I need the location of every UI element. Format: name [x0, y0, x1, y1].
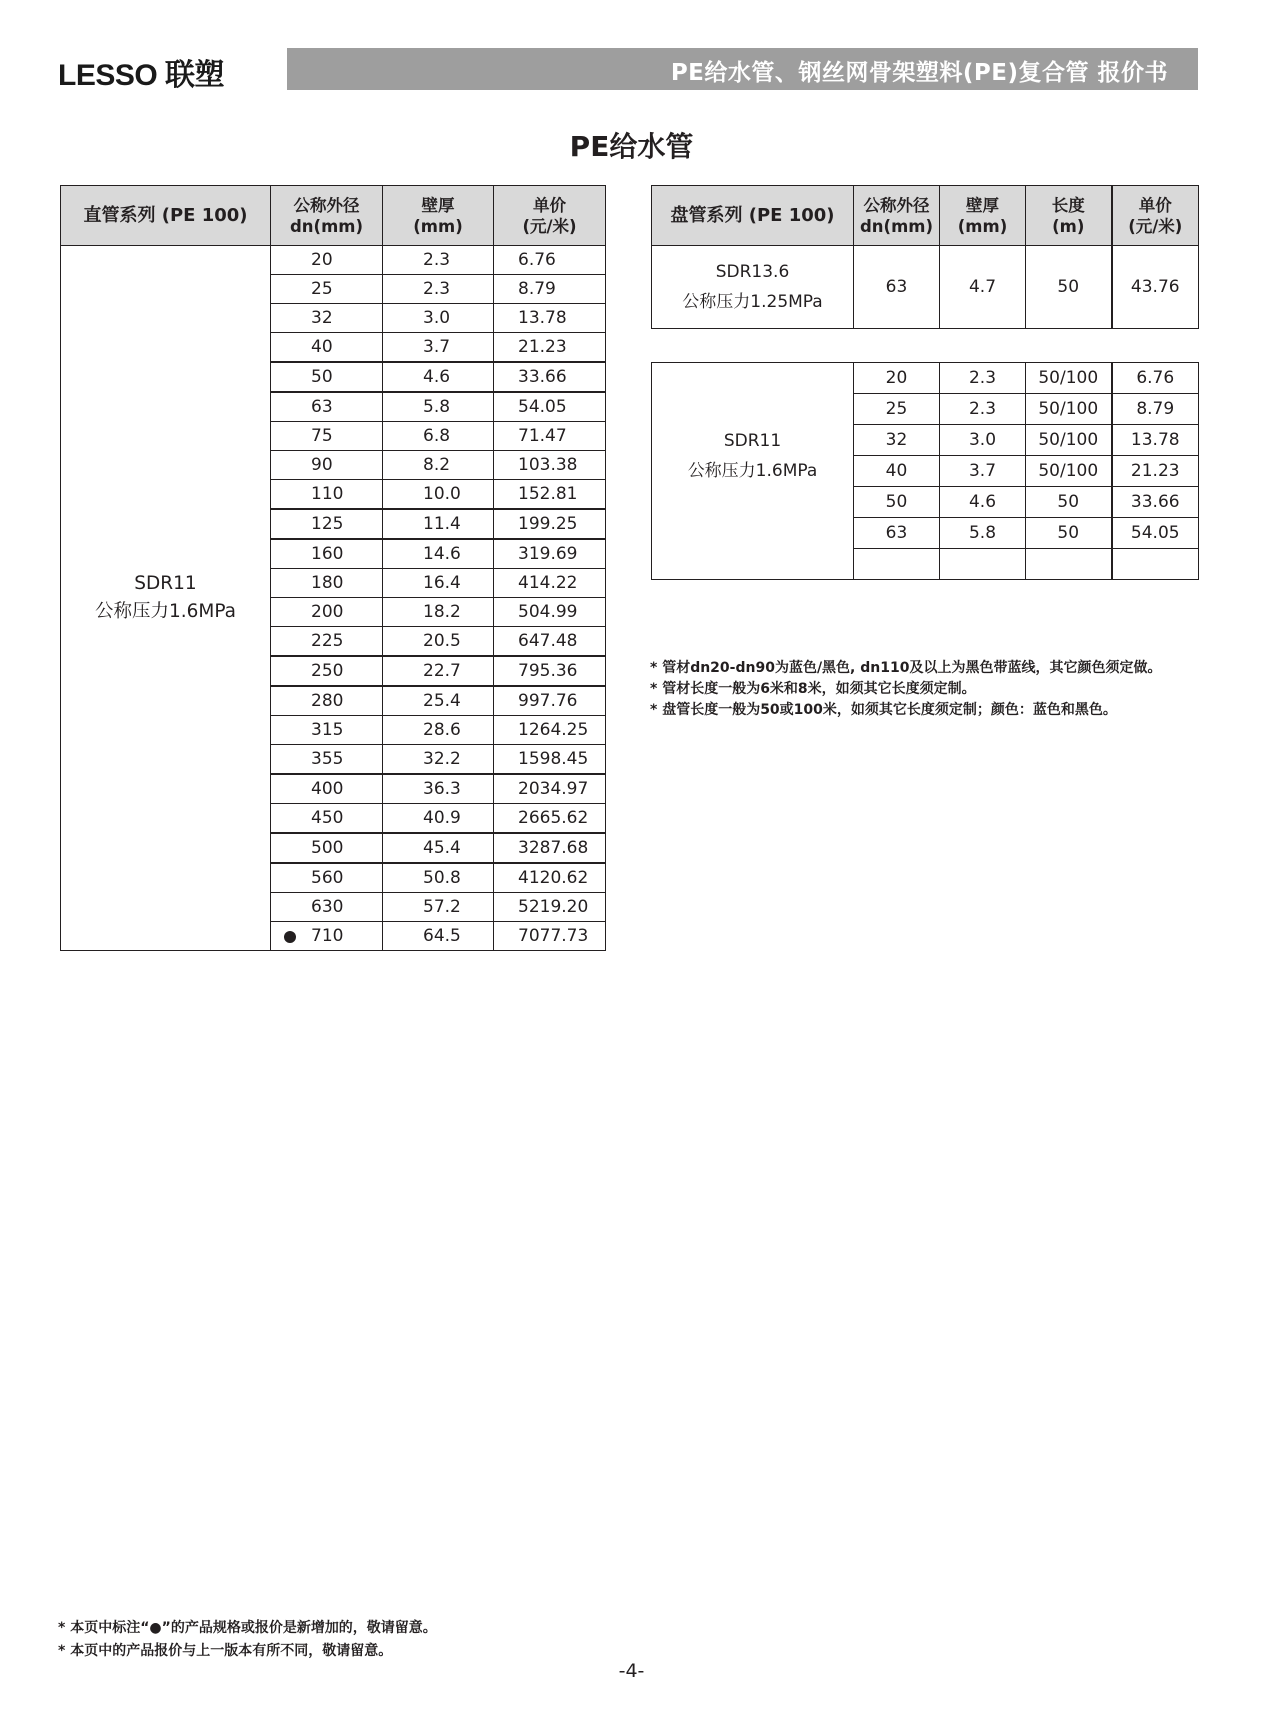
wall-cell: 18.2: [383, 598, 494, 627]
dn-cell: [271, 716, 383, 745]
dn-value: 110: [311, 484, 344, 504]
coil-pipe-table-sdr11: [651, 362, 1199, 580]
dn-value: 180: [311, 573, 344, 593]
dn-cell: 25: [854, 394, 940, 425]
dn-value: 250: [311, 661, 344, 681]
header-wall: [940, 186, 1026, 246]
dn-cell: [271, 304, 383, 333]
dn-cell: [271, 774, 383, 804]
price-cell: 1264.25: [494, 716, 606, 745]
sdr-label: SDR11: [134, 573, 197, 594]
dn-cell: [271, 569, 383, 598]
header-length-line2: (m): [1052, 216, 1085, 236]
wall-cell: 3.7: [940, 456, 1026, 487]
wall-cell: 3.0: [383, 304, 494, 333]
dn-value: 32: [311, 308, 333, 328]
dn-value: 90: [311, 455, 333, 475]
header-price-line2: (元/米): [1128, 216, 1183, 236]
new-item-bullet-icon: [284, 931, 296, 943]
dn-cell: [271, 804, 383, 834]
price-cell: 6.76: [494, 246, 606, 275]
price-cell: 13.78: [494, 304, 606, 333]
wall-cell: 32.2: [383, 745, 494, 775]
price-cell: 795.36: [494, 656, 606, 686]
dn-cell: [271, 509, 383, 539]
wall-cell: 14.6: [383, 539, 494, 569]
lesso-logo: LESSO 联塑: [58, 59, 225, 92]
header-wall-line2: (mm): [957, 216, 1008, 236]
header-dn: [854, 186, 940, 246]
price-cell: 647.48: [494, 627, 606, 657]
notes: [650, 658, 1161, 721]
dn-cell: [271, 422, 383, 451]
header-price: [494, 186, 606, 246]
wall-cell: 64.5: [383, 922, 494, 951]
wall-cell: 6.8: [383, 422, 494, 451]
price-cell: 21.23: [1112, 456, 1199, 487]
coil-pipe-table-sdr13-6: [651, 185, 1199, 329]
dn-value: 125: [311, 514, 344, 534]
dn-value: 225: [311, 631, 344, 651]
dn-cell: [271, 333, 383, 363]
dn-cell: [271, 451, 383, 480]
price-cell: 7077.73: [494, 922, 606, 951]
length-cell: 50/100: [1026, 456, 1112, 487]
footnotes: [58, 1617, 437, 1663]
price-cell: 13.78: [1112, 425, 1199, 456]
dn-cell: [271, 627, 383, 657]
wall-cell: 4.6: [383, 362, 494, 392]
dn-value: 280: [311, 691, 344, 711]
dn-value: 355: [311, 749, 344, 769]
dn-value: 50: [311, 367, 333, 387]
table-row: [652, 246, 1199, 329]
dn-value: 63: [311, 397, 333, 417]
header-dn-line2: dn(mm): [289, 216, 364, 236]
wall-cell: 4.7: [940, 246, 1026, 329]
pressure-label: 公称压力1.6MPa: [687, 461, 818, 481]
wall-cell: 3.7: [383, 333, 494, 363]
dn-value: 450: [311, 808, 344, 828]
header-price-line1: 单价: [533, 195, 566, 215]
dn-cell: 40: [854, 456, 940, 487]
wall-cell: 57.2: [383, 893, 494, 922]
wall-cell: 2.3: [940, 394, 1026, 425]
sdr-label: SDR13.6: [715, 262, 790, 282]
table-row: [652, 363, 1199, 394]
dn-cell: [271, 833, 383, 863]
dn-cell: [271, 598, 383, 627]
wall-cell: [940, 549, 1026, 580]
dn-cell: [271, 480, 383, 510]
header-wall-line1: 壁厚: [421, 195, 455, 215]
note-item: * 盘管长度一般为50或100米，如须其它长度须定制；颜色：蓝色和黑色。: [650, 702, 1117, 718]
straight-pipe-table: [60, 185, 606, 951]
length-cell: 50: [1026, 246, 1112, 329]
length-cell: 50/100: [1026, 363, 1112, 394]
header-length-line1: 长度: [1051, 195, 1085, 215]
table-row: [61, 246, 606, 275]
dn-value: 40: [311, 337, 333, 357]
dn-cell: 50: [854, 487, 940, 518]
wall-cell: 45.4: [383, 833, 494, 863]
dn-value: 20: [311, 250, 333, 270]
price-cell: 152.81: [494, 480, 606, 510]
price-cell: 2034.97: [494, 774, 606, 804]
dn-value: 630: [311, 897, 344, 917]
dn-cell: [271, 246, 383, 275]
header-price: [1112, 186, 1199, 246]
footnote-item: * 本页中标注“●”的产品规格或报价是新增加的，敬请留意。: [58, 1620, 437, 1636]
dn-cell: 20: [854, 363, 940, 394]
header-wall-line2: (mm): [413, 216, 463, 236]
dn-cell: [271, 863, 383, 893]
note-item: * 管材长度一般为6米和8米，如须其它长度须定制。: [650, 681, 976, 697]
price-cell: 43.76: [1112, 246, 1199, 329]
dn-value: 200: [311, 602, 344, 622]
length-cell: [1026, 549, 1112, 580]
wall-cell: 16.4: [383, 569, 494, 598]
wall-cell: 5.8: [383, 392, 494, 422]
wall-cell: 28.6: [383, 716, 494, 745]
dn-cell: [854, 549, 940, 580]
wall-cell: 3.0: [940, 425, 1026, 456]
dn-value: 75: [311, 426, 333, 446]
price-cell: 319.69: [494, 539, 606, 569]
note-item: * 管材dn20-dn90为蓝色/黑色, dn110及以上为黑色带蓝线，其它颜色须定做。: [650, 660, 1162, 676]
wall-cell: 2.3: [383, 275, 494, 304]
header-wall: [383, 186, 494, 246]
dn-value: 315: [311, 720, 344, 740]
dn-cell: [271, 922, 383, 951]
sdr-label: SDR11: [723, 431, 782, 451]
dn-value: 500: [311, 838, 344, 858]
wall-cell: 22.7: [383, 656, 494, 686]
dn-value: 710: [311, 926, 344, 946]
wall-cell: 40.9: [383, 804, 494, 834]
price-cell: 1598.45: [494, 745, 606, 775]
wall-cell: 5.8: [940, 518, 1026, 549]
wall-cell: 10.0: [383, 480, 494, 510]
price-cell: 8.79: [1112, 394, 1199, 425]
price-cell: 21.23: [494, 333, 606, 363]
header-wall-line1: 壁厚: [966, 195, 999, 215]
wall-cell: 4.6: [940, 487, 1026, 518]
series-group-cell: [652, 363, 854, 580]
wall-cell: 2.3: [940, 363, 1026, 394]
price-cell: 54.05: [1112, 518, 1199, 549]
wall-cell: 25.4: [383, 686, 494, 716]
wall-cell: 2.3: [383, 246, 494, 275]
dn-value: 25: [311, 279, 333, 299]
dn-value: 400: [311, 779, 344, 799]
pressure-label: 公称压力1.6MPa: [94, 601, 237, 622]
wall-cell: 20.5: [383, 627, 494, 657]
header-dn: [271, 186, 383, 246]
dn-cell: [271, 656, 383, 686]
price-cell: 5219.20: [494, 893, 606, 922]
wall-cell: 50.8: [383, 863, 494, 893]
price-cell: 3287.68: [494, 833, 606, 863]
header-length: [1026, 186, 1112, 246]
dn-cell: 32: [854, 425, 940, 456]
page-number: -4-: [618, 1660, 645, 1682]
header-series: 直管系列 (PE 100): [61, 186, 271, 246]
header-dn-line1: 公称外径: [293, 195, 360, 215]
table-header-row: [652, 186, 1199, 246]
price-cell: 414.22: [494, 569, 606, 598]
header-price-line2: (元/米): [522, 216, 577, 236]
wall-cell: 36.3: [383, 774, 494, 804]
price-cell: 199.25: [494, 509, 606, 539]
series-group-cell: [652, 246, 854, 329]
dn-cell: [271, 275, 383, 304]
price-cell: 997.76: [494, 686, 606, 716]
price-cell: 504.99: [494, 598, 606, 627]
dn-cell: [271, 362, 383, 392]
length-cell: 50/100: [1026, 394, 1112, 425]
price-cell: [1112, 549, 1199, 580]
price-cell: 54.05: [494, 392, 606, 422]
price-cell: 103.38: [494, 451, 606, 480]
header-dn-line2: dn(mm): [859, 216, 934, 236]
table-header-row: [61, 186, 606, 246]
dn-value: 160: [311, 544, 344, 564]
wall-cell: 11.4: [383, 509, 494, 539]
dn-cell: 63: [854, 246, 940, 329]
wall-cell: 8.2: [383, 451, 494, 480]
price-cell: 2665.62: [494, 804, 606, 834]
price-cell: 4120.62: [494, 863, 606, 893]
header-banner: [287, 48, 1198, 90]
dn-cell: [271, 392, 383, 422]
dn-cell: [271, 893, 383, 922]
price-cell: 6.76: [1112, 363, 1199, 394]
price-cell: 33.66: [494, 362, 606, 392]
pressure-label: 公称压力1.25MPa: [682, 292, 823, 312]
header-dn-line1: 公称外径: [863, 195, 930, 215]
price-cell: 8.79: [494, 275, 606, 304]
dn-value: 560: [311, 868, 344, 888]
page-title: PE给水管: [569, 130, 694, 163]
header-price-line1: 单价: [1138, 195, 1172, 215]
dn-cell: [271, 745, 383, 775]
dn-cell: 63: [854, 518, 940, 549]
footnote-item: * 本页中的产品报价与上一版本有所不同，敬请留意。: [58, 1643, 393, 1659]
header-series: 盘管系列 (PE 100): [652, 186, 854, 246]
length-cell: 50: [1026, 487, 1112, 518]
series-group-cell: [61, 246, 271, 951]
length-cell: 50: [1026, 518, 1112, 549]
length-cell: 50/100: [1026, 425, 1112, 456]
price-cell: 71.47: [494, 422, 606, 451]
dn-cell: [271, 686, 383, 716]
banner-title: PE给水管、钢丝网骨架塑料(PE)复合管 报价书: [670, 60, 1168, 86]
dn-cell: [271, 539, 383, 569]
price-cell: 33.66: [1112, 487, 1199, 518]
